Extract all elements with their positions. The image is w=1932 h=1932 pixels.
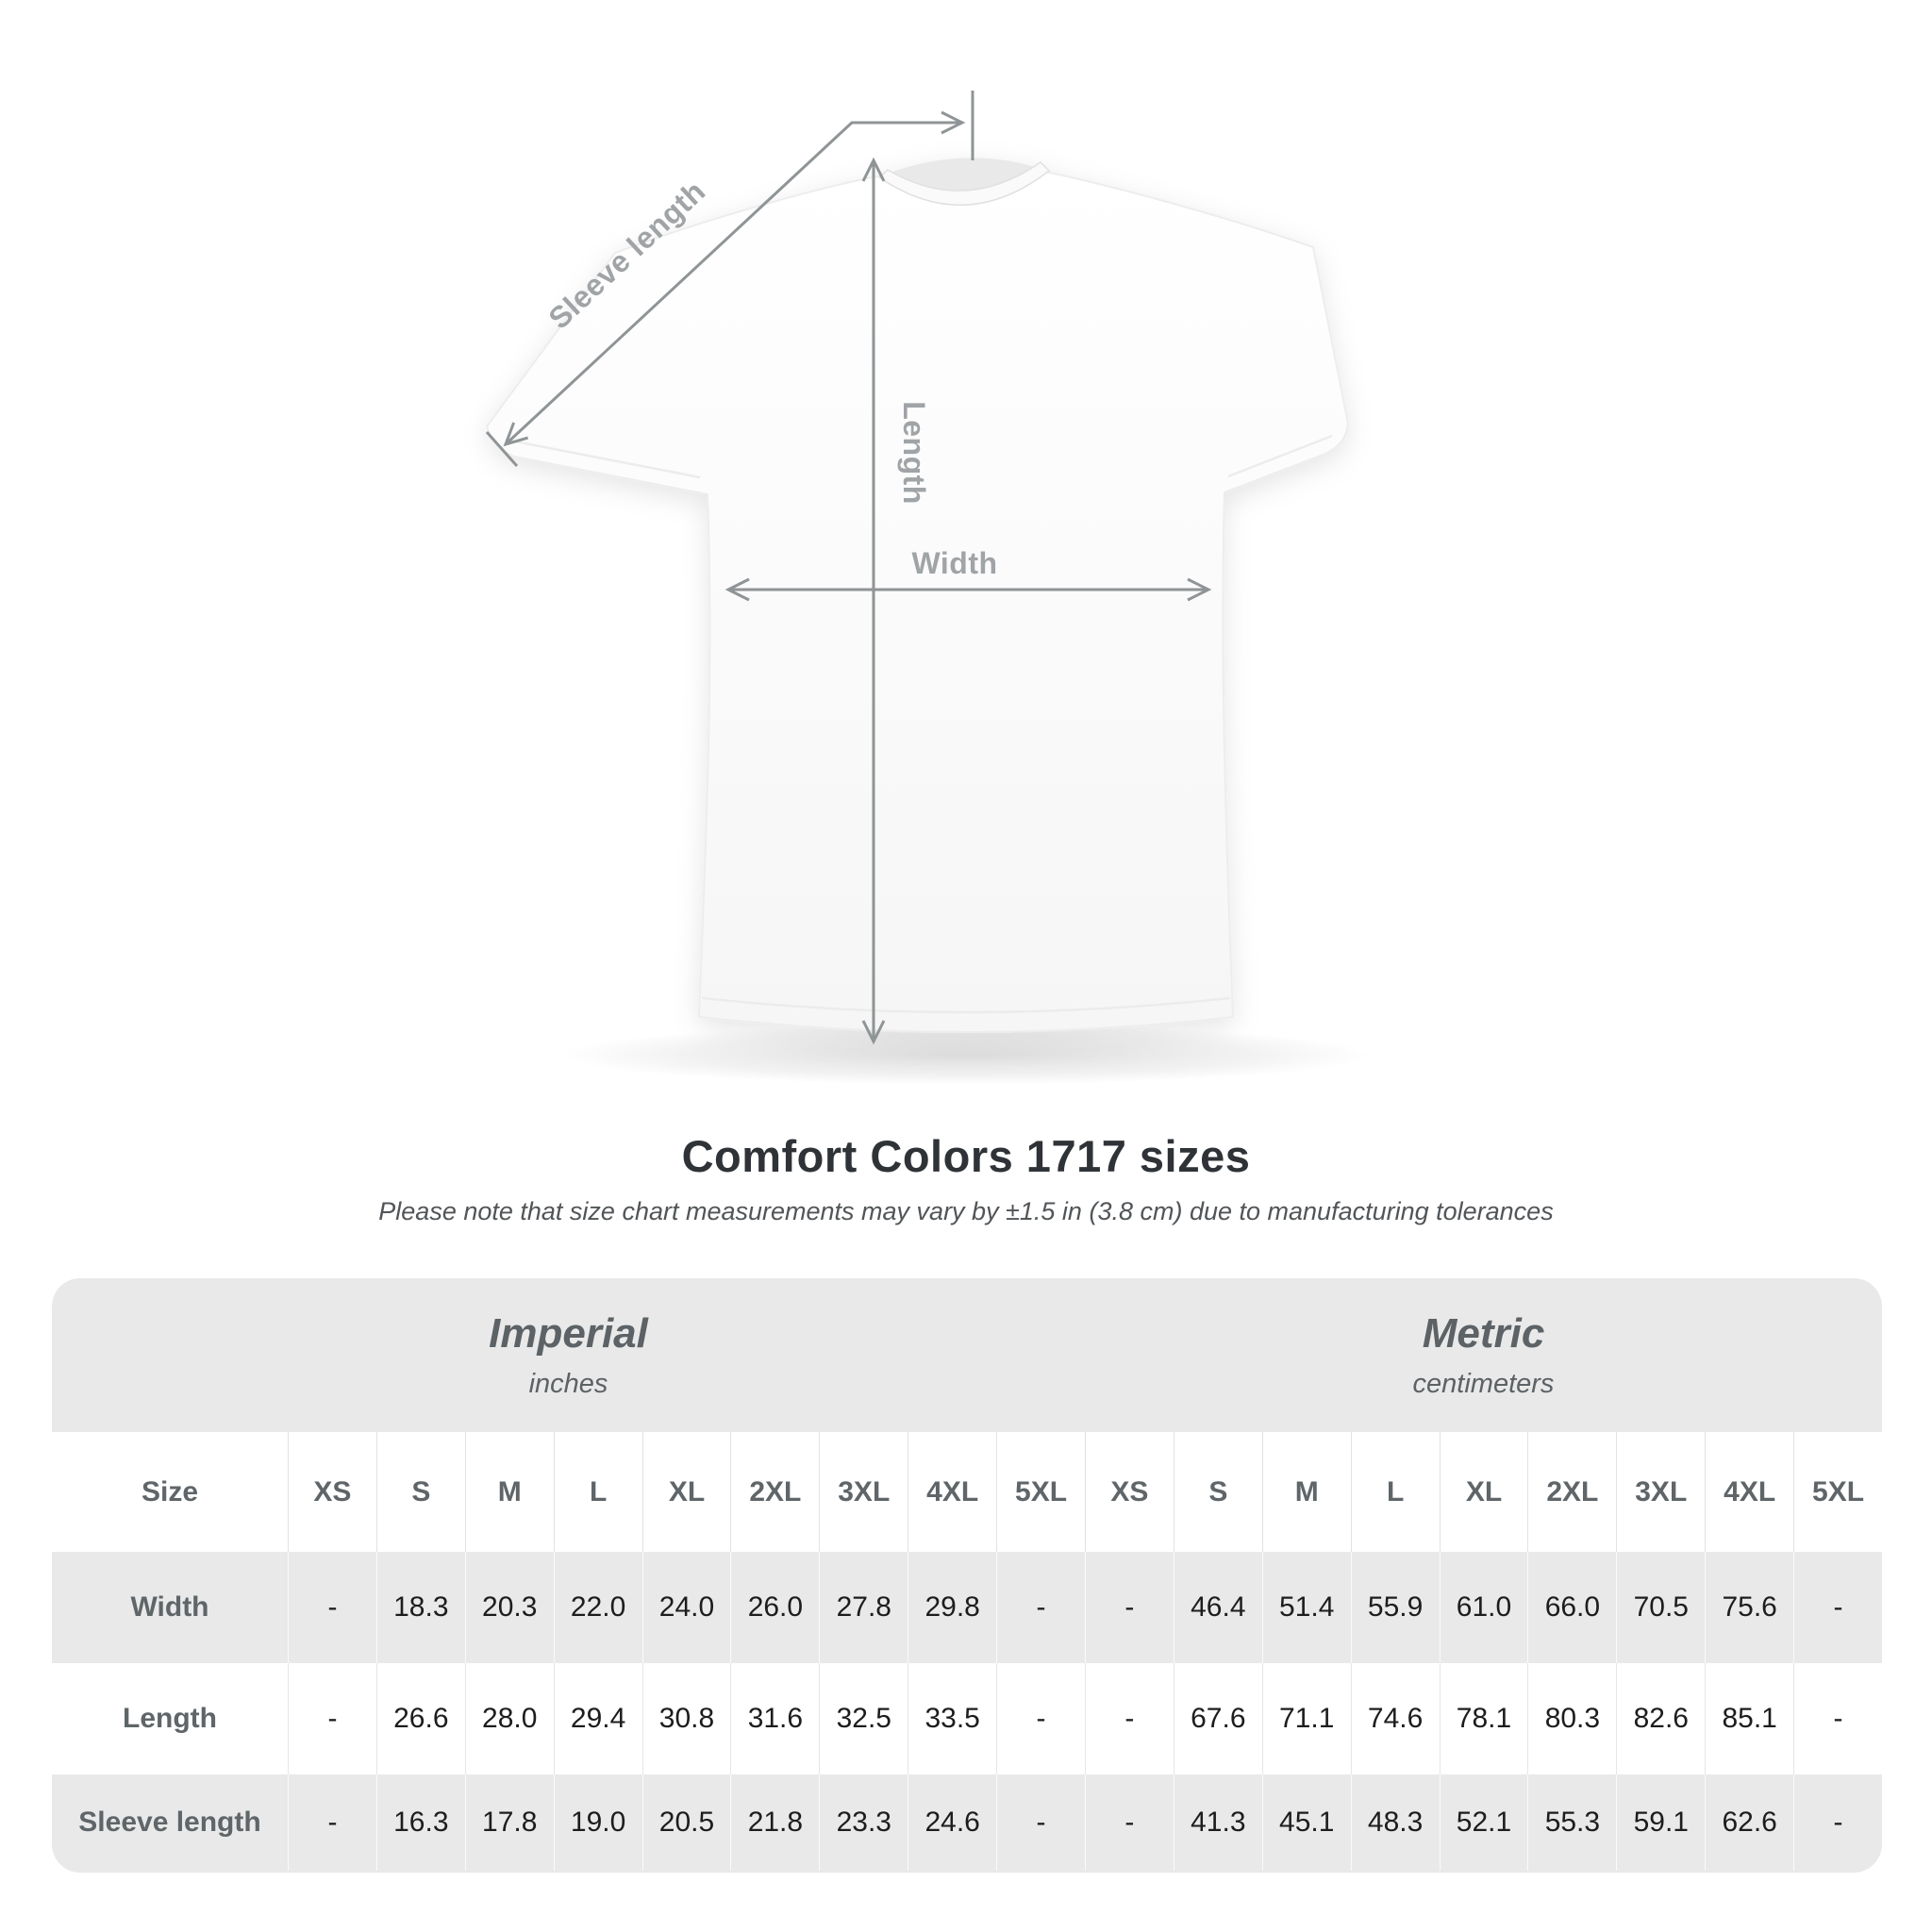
value-cell-imperial: - <box>288 1552 376 1663</box>
value-cell-metric: 46.4 <box>1174 1552 1262 1663</box>
size-header-metric-xs: XS <box>1085 1432 1174 1552</box>
size-header-metric-3xl: 3XL <box>1616 1432 1705 1552</box>
size-header-imperial-4xl: 4XL <box>908 1432 996 1552</box>
value-cell-imperial: 27.8 <box>819 1552 908 1663</box>
value-cell-metric: 80.3 <box>1527 1663 1616 1774</box>
value-cell-metric: - <box>1085 1663 1174 1774</box>
size-header-imperial-xl: XL <box>642 1432 731 1552</box>
value-cell-metric: 62.6 <box>1705 1774 1793 1871</box>
value-cell-imperial: 16.3 <box>376 1774 465 1871</box>
value-cell-metric: - <box>1085 1552 1174 1663</box>
table-row-length <box>52 1663 1882 1774</box>
size-header-metric-5xl: 5XL <box>1793 1432 1882 1552</box>
row-label-length: Length <box>123 1703 217 1734</box>
value-cell-metric: 41.3 <box>1174 1774 1262 1871</box>
table-row-width <box>52 1552 1882 1663</box>
value-cell-imperial: 24.0 <box>642 1552 731 1663</box>
size-header-row <box>52 1432 1882 1552</box>
row-label-width: Width <box>130 1591 209 1623</box>
metric-label: Metric <box>1422 1310 1545 1357</box>
page-title: Comfort Colors 1717 sizes <box>681 1131 1251 1181</box>
value-cell-metric: 85.1 <box>1705 1663 1793 1774</box>
value-cell-imperial: 33.5 <box>908 1663 996 1774</box>
value-cell-metric: 48.3 <box>1351 1774 1440 1871</box>
value-cell-metric: - <box>1793 1663 1882 1774</box>
size-header-imperial-l: L <box>554 1432 642 1552</box>
sleeve-length-label: Sleeve length <box>541 174 712 336</box>
unit-group-header-row <box>52 1278 1882 1432</box>
size-table <box>52 1278 1882 1873</box>
value-cell-imperial: 20.5 <box>642 1774 731 1871</box>
row-label-sleeve-length: Sleeve length <box>78 1807 261 1838</box>
value-cell-metric: - <box>1085 1774 1174 1871</box>
value-cell-imperial: 18.3 <box>376 1552 465 1663</box>
size-header-metric-4xl: 4XL <box>1705 1432 1793 1552</box>
value-cell-imperial: 26.0 <box>730 1552 819 1663</box>
tshirt-illustration <box>487 158 1348 1032</box>
value-cell-imperial: 19.0 <box>554 1774 642 1871</box>
value-cell-imperial: 32.5 <box>819 1663 908 1774</box>
value-cell-imperial: 28.0 <box>465 1663 554 1774</box>
value-cell-metric: 55.3 <box>1527 1774 1616 1871</box>
value-cell-imperial: 30.8 <box>642 1663 731 1774</box>
value-cell-imperial: 29.8 <box>908 1552 996 1663</box>
size-header-metric-2xl: 2XL <box>1527 1432 1616 1552</box>
width-label: Width <box>911 546 998 580</box>
value-cell-metric: 82.6 <box>1616 1663 1705 1774</box>
value-cell-metric: 75.6 <box>1705 1552 1793 1663</box>
value-cell-metric: 45.1 <box>1262 1774 1351 1871</box>
value-cell-imperial: 31.6 <box>730 1663 819 1774</box>
value-cell-metric: 74.6 <box>1351 1663 1440 1774</box>
imperial-label: Imperial <box>489 1310 648 1357</box>
metric-unit: centimeters <box>1412 1369 1555 1399</box>
value-cell-imperial: - <box>288 1663 376 1774</box>
value-cell-metric: 55.9 <box>1351 1552 1440 1663</box>
value-cell-metric: 78.1 <box>1440 1663 1528 1774</box>
imperial-group-header <box>52 1278 1085 1432</box>
table-row-sleeve-length <box>52 1774 1882 1871</box>
title-block <box>0 1130 1932 1226</box>
page-subtitle: Please note that size chart measurements may vary by ±1.5 in (3.8 cm) due to manufacturing tolerances <box>378 1197 1554 1225</box>
value-cell-imperial: 23.3 <box>819 1774 908 1871</box>
value-cell-metric: - <box>1793 1774 1882 1871</box>
size-header-imperial-3xl: 3XL <box>819 1432 908 1552</box>
value-cell-metric: - <box>1793 1552 1882 1663</box>
size-header-metric-s: S <box>1174 1432 1262 1552</box>
imperial-unit: inches <box>528 1369 608 1399</box>
value-cell-imperial: - <box>996 1552 1085 1663</box>
value-cell-imperial: - <box>288 1774 376 1871</box>
value-cell-metric: 59.1 <box>1616 1774 1705 1871</box>
value-cell-metric: 51.4 <box>1262 1552 1351 1663</box>
size-column-header: Size <box>141 1475 199 1507</box>
value-cell-imperial: - <box>996 1774 1085 1871</box>
size-header-imperial-2xl: 2XL <box>730 1432 819 1552</box>
shirt-floor-shadow <box>560 1024 1372 1085</box>
value-cell-imperial: 21.8 <box>730 1774 819 1871</box>
size-header-metric-xl: XL <box>1440 1432 1528 1552</box>
size-header-metric-l: L <box>1351 1432 1440 1552</box>
size-header-imperial-xs: XS <box>288 1432 376 1552</box>
value-cell-metric: 61.0 <box>1440 1552 1528 1663</box>
size-header-imperial-m: M <box>465 1432 554 1552</box>
value-cell-metric: 71.1 <box>1262 1663 1351 1774</box>
value-cell-imperial: 29.4 <box>554 1663 642 1774</box>
size-header-imperial-5xl: 5XL <box>996 1432 1085 1552</box>
size-header-imperial-s: S <box>376 1432 465 1552</box>
value-cell-metric: 70.5 <box>1616 1552 1705 1663</box>
value-cell-metric: 52.1 <box>1440 1774 1528 1871</box>
value-cell-imperial: 26.6 <box>376 1663 465 1774</box>
value-cell-imperial: 17.8 <box>465 1774 554 1871</box>
metric-group-header <box>1085 1278 1882 1432</box>
size-header-metric-m: M <box>1262 1432 1351 1552</box>
value-cell-imperial: - <box>996 1663 1085 1774</box>
value-cell-metric: 67.6 <box>1174 1663 1262 1774</box>
value-cell-imperial: 24.6 <box>908 1774 996 1871</box>
length-label: Length <box>897 401 931 505</box>
value-cell-imperial: 20.3 <box>465 1552 554 1663</box>
value-cell-metric: 66.0 <box>1527 1552 1616 1663</box>
value-cell-imperial: 22.0 <box>554 1552 642 1663</box>
